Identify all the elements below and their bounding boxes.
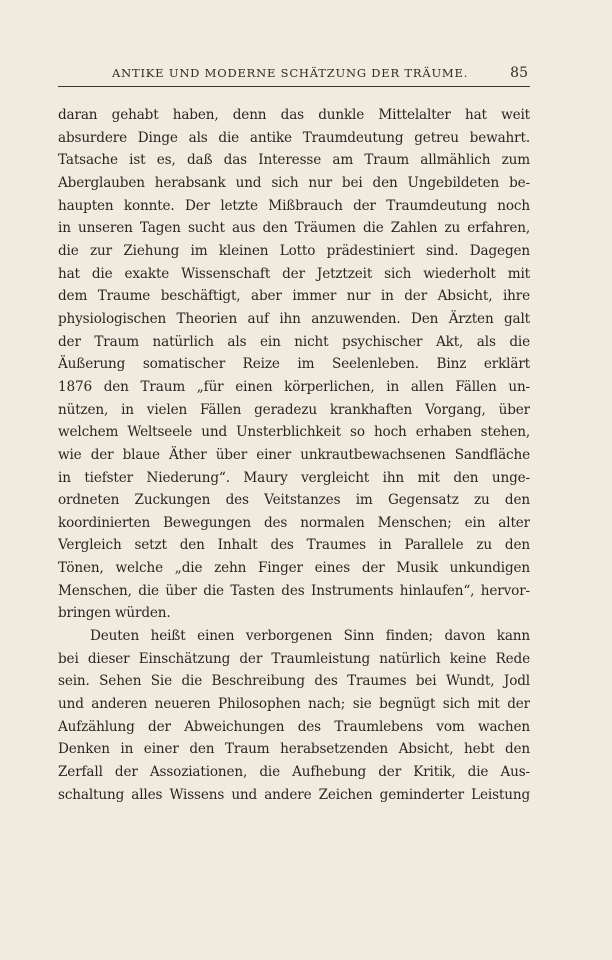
- page-header: [58, 66, 528, 86]
- text-line: schaltung alles Wissens und andere Zeichen geminderter Leistung: [58, 786, 530, 803]
- text-line: Menschen, die über die Tasten des Instruments hinlaufen“, hervor-: [58, 582, 530, 599]
- text-line: 1876 den Traum „für einen körperlichen, in allen Fällen un-: [58, 378, 530, 395]
- text-line: in tiefster Niederung“. Maury vergleicht ihn mit den unge-: [58, 469, 530, 486]
- text-line: und anderen neueren Philosophen nach; sie begnügt sich mit der: [58, 696, 530, 713]
- text-line: Zerfall der Assoziationen, die Aufhebung der Kritik, die Aus-: [58, 764, 530, 781]
- text-line: Denken in einer den Traum herabsetzenden Absicht, hebt den: [58, 741, 530, 758]
- text-line: Tönen, welche „die zehn Finger eines der Musik unkundigen: [58, 560, 530, 577]
- body-text: [58, 104, 530, 806]
- text-line: sein. Sehen Sie die Beschreibung des Traumes bei Wundt, Jodl: [58, 673, 530, 690]
- text-line: Deuten heißt einen verborgenen Sinn finden; davon kann: [90, 628, 530, 645]
- text-line: in unseren Tagen sucht aus den Träumen die Zahlen zu erfahren,: [58, 220, 530, 237]
- text-line: daran gehabt haben, denn das dunkle Mittelalter hat weit: [58, 107, 530, 123]
- text-line: hat die exakte Wissenschaft der Jetztzeit sich wiederholt mit: [58, 265, 530, 282]
- text-line: dem Traume beschäftigt, aber immer nur in der Absicht, ihre: [58, 288, 530, 305]
- text-line: der Traum natürlich als ein nicht psychischer Akt, als die: [58, 333, 530, 350]
- header-rule: [58, 86, 530, 87]
- text-line: nützen, in vielen Fällen geradezu krankhaften Vorgang, über: [58, 401, 530, 418]
- text-line: Aufzählung der Abweichungen des Traumlebens vom wachen: [58, 718, 530, 735]
- text-line: haupten konnte. Der letzte Mißbrauch der Traumdeutung noch: [58, 197, 530, 214]
- text-line: koordinierten Bewegungen des normalen Menschen; ein alter: [58, 514, 530, 531]
- text-line: absurdere Dinge als die antike Traumdeutung getreu bewahrt.: [58, 129, 530, 146]
- page-number: 85: [510, 65, 528, 81]
- text-line: Tatsache ist es, daß das Interesse am Traum allmählich zum: [58, 152, 530, 169]
- text-line: die zur Ziehung im kleinen Lotto prädestiniert sind. Dagegen: [58, 242, 530, 259]
- paragraph-2: [58, 625, 530, 806]
- text-line: bringen würden.: [58, 605, 171, 622]
- text-line: Vergleich setzt den Inhalt des Traumes in Parallele zu den: [58, 537, 530, 554]
- text-line: bei dieser Einschätzung der Traumleistung natürlich keine Rede: [58, 650, 530, 667]
- text-line: Aberglauben herabsank und sich nur bei den Ungebildeten be-: [58, 174, 530, 191]
- text-line: wie der blaue Äther über einer unkrautbewachsenen Sandfläche: [58, 446, 530, 463]
- text-line: Äußerung somatischer Reize im Seelenleben. Binz erklärt: [58, 356, 530, 373]
- text-line: physiologischen Theorien auf ihn anzuwenden. Den Ärzten galt: [58, 310, 530, 327]
- text-line: ordneten Zuckungen des Veitstanzes im Gegensatz zu den: [58, 492, 530, 509]
- running-title: ANTIKE UND MODERNE SCHÄTZUNG DER TRÄUME.: [112, 66, 469, 80]
- paragraph-1: [58, 104, 530, 625]
- text-line: welchem Weltseele und Unsterblichkeit so hoch erhaben stehen,: [58, 424, 530, 441]
